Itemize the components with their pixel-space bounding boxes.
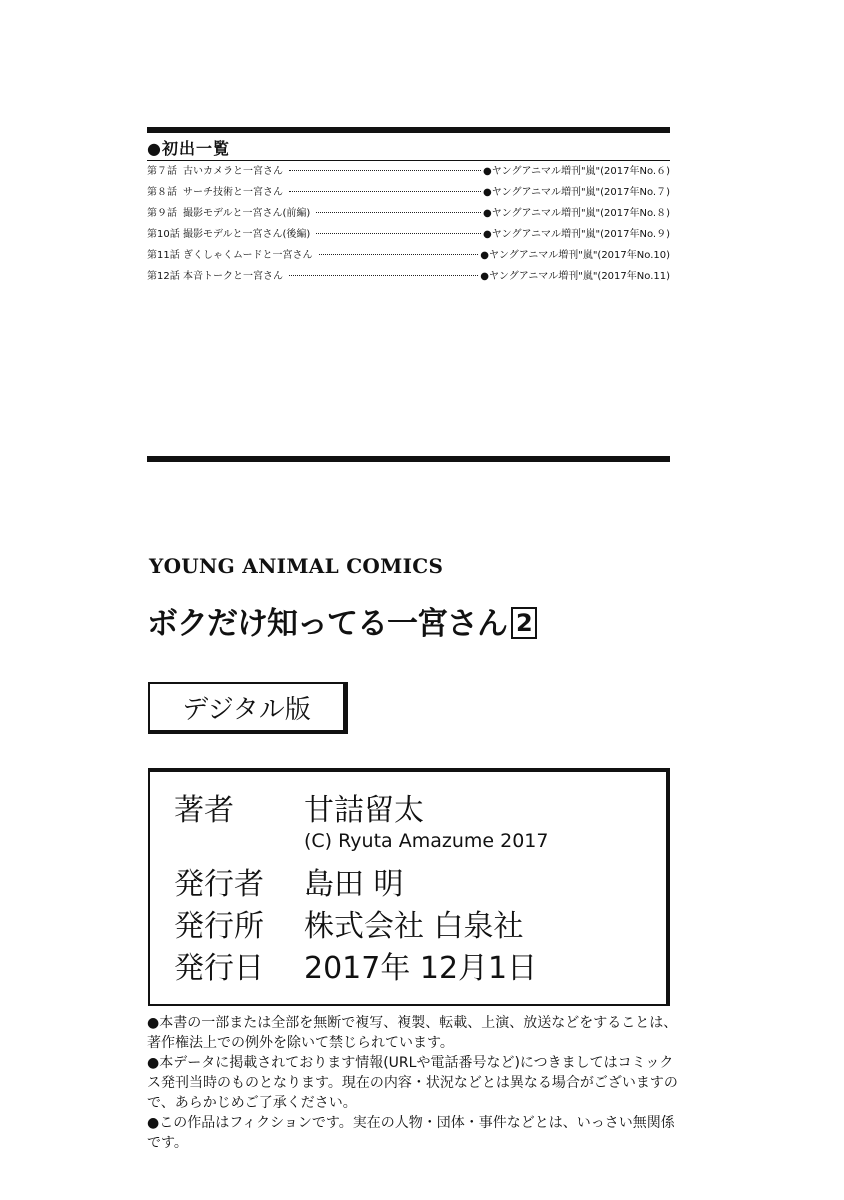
company-name: 株式会社 白泉社: [304, 909, 524, 944]
list-item: [147, 266, 670, 287]
publication-source: ●ヤングアニマル増刊"嵐"(2017年No.９): [483, 229, 670, 240]
first-publication-heading: ●初出一覧: [147, 139, 230, 158]
company-label: 発行所: [174, 909, 264, 944]
book-title-text: ボクだけ知ってる一宮さん: [147, 606, 507, 642]
leader-dots: [289, 170, 481, 171]
credit-date: [174, 952, 537, 986]
chapter-number: 第11話: [147, 250, 180, 261]
publication-source: ●ヤングアニマル増刊"嵐"(2017年No.７): [483, 187, 670, 198]
list-item: [147, 245, 670, 266]
publication-source: ●ヤングアニマル増刊"嵐"(2017年No.８): [483, 208, 670, 219]
book-title: [147, 598, 537, 643]
leader-dots: [316, 212, 481, 213]
notice-fiction: ●この作品はフィクションです。実在の人物・団体・事件などとは、いっさい無関係です。: [147, 1115, 675, 1151]
publisher-label: 発行者: [174, 867, 264, 902]
publication-source: ●ヤングアニマル増刊"嵐"(2017年No.11): [480, 271, 670, 282]
publication-source: ●ヤングアニマル増刊"嵐"(2017年No.10): [480, 250, 670, 261]
notice-information: ●本データに掲載されております情報(URLや電話番号など)につきましてはコミックス発刊当時のものとなります。現在の内容・状況などとは異なる場合がございますので、あらかじめご了承ください。: [147, 1055, 678, 1111]
legal-notices: [147, 1013, 687, 1153]
leader-dots: [289, 275, 478, 276]
volume-number: 2: [511, 607, 537, 639]
list-item: [147, 182, 670, 203]
publication-source: ●ヤングアニマル増刊"嵐"(2017年No.６): [483, 166, 670, 177]
leader-dots: [316, 233, 481, 234]
chapter-title: 古いカメラと一宮さん: [183, 166, 283, 177]
chapter-number: 第７話: [147, 166, 177, 177]
leader-dots: [319, 254, 479, 255]
list-item: [147, 224, 670, 245]
author-label: 著者: [174, 793, 234, 828]
list-item: [147, 203, 670, 224]
publisher-name: 島田 明: [304, 867, 404, 902]
credits-box: [148, 768, 670, 1006]
chapter-number: 第９話: [147, 208, 177, 219]
author-name: 甘詰留太: [304, 793, 424, 828]
chapter-title: 本音トークと一宮さん: [183, 271, 283, 282]
chapter-number: 第10話: [147, 229, 180, 240]
chapter-title: サーチ技術と一宮さん: [183, 187, 283, 198]
date-label: 発行日: [174, 951, 264, 986]
credit-author: [174, 794, 424, 828]
list-item: [147, 161, 670, 182]
notice-copyright: ●本書の一部または全部を無断で複写、複製、転載、上演、放送などをすることは、著作権法上での例外を除いて禁じられています。: [147, 1015, 678, 1051]
copyright-line: (C) Ryuta Amazume 2017: [304, 830, 549, 852]
edition-label: デジタル版: [148, 682, 348, 734]
series-label: YOUNG ANIMAL COMICS: [149, 554, 444, 578]
first-publication-list: [147, 160, 670, 287]
chapter-title: 撮影モデルと一宮さん(前編): [183, 208, 311, 219]
chapter-title: ぎくしゃくムードと一宮さん: [183, 250, 313, 261]
leader-dots: [289, 191, 481, 192]
middle-divider: [147, 456, 670, 462]
publish-date: 2017年 12月1日: [304, 951, 538, 986]
chapter-number: 第８話: [147, 187, 177, 198]
credit-company: [174, 910, 524, 944]
chapter-number: 第12話: [147, 271, 180, 282]
top-divider: [147, 127, 670, 133]
chapter-title: 撮影モデルと一宮さん(後編): [183, 229, 311, 240]
credit-publisher: [174, 868, 404, 902]
